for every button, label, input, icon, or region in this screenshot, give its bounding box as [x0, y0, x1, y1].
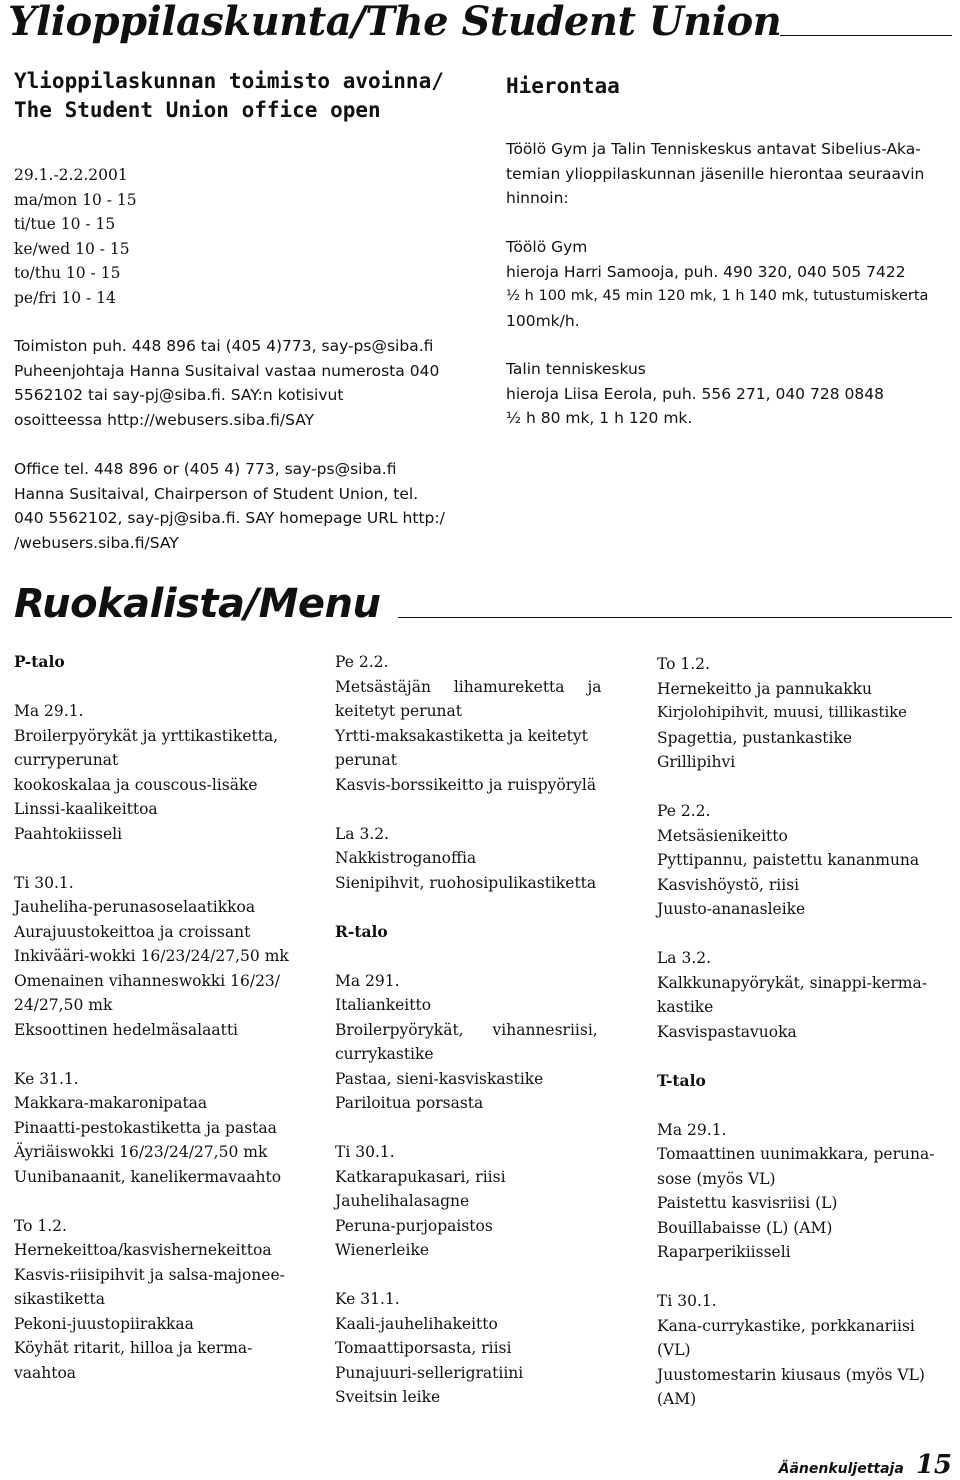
office-hours-line: to/thu 10 - 15 — [14, 264, 121, 282]
menu-day: Pe 2.2. — [657, 802, 711, 820]
menu-item: Aurajuustokeittoa ja croissant — [14, 922, 251, 941]
title-rule — [780, 35, 952, 36]
office-heading — [14, 67, 444, 125]
menu-item: Pariloitua porsasta — [335, 1094, 484, 1112]
menu-item: Paahtokiisseli — [14, 824, 123, 843]
office-fi-line: Toimiston puh. 448 896 tai (405 4)773, say-ps@siba.fi — [14, 337, 434, 355]
menu-item: (VL) — [657, 1341, 691, 1359]
massage-place-line: hieroja Harri Samooja, puh. 490 320, 040 505 7422 — [506, 262, 906, 281]
menu-section-title: P-talo — [14, 652, 65, 671]
menu-item: Katkarapukasari, riisi — [335, 1167, 506, 1186]
office-heading-line2: The Student Union office open — [14, 98, 381, 122]
menu-item: Omenainen vihanneswokki 16/23/ — [14, 971, 281, 990]
menu-item: Wienerleike — [335, 1241, 430, 1259]
menu-day: Ma 29.1. — [14, 702, 84, 720]
menu-title-rule — [398, 617, 952, 618]
menu-item: Kasvispastavuoka — [657, 1022, 797, 1041]
menu-item: Köyhät ritarit, hilloa ja kerma- — [14, 1339, 253, 1357]
office-en-line: Hanna Susitaival, Chairperson of Student Union, tel. — [14, 484, 419, 503]
menu-item: 24/27,50 mk — [14, 996, 113, 1014]
menu-item: currykastike — [335, 1045, 434, 1063]
menu-item: Grillipihvi — [657, 753, 736, 771]
menu-day: Ke 31.1. — [14, 1069, 79, 1088]
menu-item: Kasvis-borssikeitto ja ruispyörylä — [335, 775, 597, 794]
menu-day: La 3.2. — [335, 824, 390, 843]
massage-title: Hierontaa — [506, 74, 620, 98]
menu-item: Eksoottinen hedelmäsalaatti — [14, 1020, 239, 1039]
menu-item: sikastiketta — [14, 1290, 105, 1308]
office-hours-line: ke/wed 10 - 15 — [14, 239, 130, 258]
office-en-line: Office tel. 448 896 or (405 4) 773, say-ps@siba.fi — [14, 460, 397, 478]
menu-item: Makkara-makaronipataa — [14, 1094, 208, 1112]
menu-item: Peruna-purjopaistos — [335, 1216, 493, 1235]
menu-item: Tomaattiporsasta, riisi — [335, 1339, 512, 1357]
publication-name: Äänenkuljettaja — [778, 1461, 904, 1477]
menu-item: Äyriäiswokki 16/23/24/27,50 mk — [14, 1143, 268, 1161]
menu-day: Ma 29.1. — [657, 1120, 727, 1139]
menu-item: keitetyt perunat — [335, 702, 463, 720]
office-heading-line1: Ylioppilaskunnan toimisto avoinna/ — [14, 69, 444, 93]
massage-place-line: 100mk/h. — [506, 311, 580, 330]
menu-item: Tomaattinen uunimakkara, peruna- — [657, 1145, 935, 1163]
menu-item: Pastaa, sieni-kasviskastike — [335, 1069, 544, 1088]
office-dates: 29.1.-2.2.2001 — [14, 166, 128, 184]
office-fi-info — [14, 334, 439, 432]
massage-intro-line: Töölö Gym ja Talin Tenniskeskus antavat Sibelius-Aka- — [506, 140, 921, 158]
office-hours-line: pe/fri 10 - 14 — [14, 288, 116, 307]
menu-day: Ti 30.1. — [335, 1143, 395, 1161]
menu-item: Kaali-jauhelihakeitto — [335, 1314, 498, 1333]
menu-item: Metsäsienikeitto — [657, 826, 788, 845]
menu-item: Jauhelihalasagne — [335, 1192, 470, 1210]
office-hours — [14, 163, 137, 310]
menu-day: Ma 291. — [335, 971, 400, 990]
menu-day: To 1.2. — [14, 1216, 67, 1235]
menu-item: Broilerpyörykät, vihannesriisi, — [335, 1020, 598, 1039]
massage-place-name: Töölö Gym — [506, 238, 588, 256]
menu-day: Ti 30.1. — [14, 873, 74, 892]
menu-item: Jauheliha-perunasoselaatikkoa — [14, 898, 256, 916]
menu-item: Pekoni-juustopiirakkaa — [14, 1314, 194, 1333]
menu-day: Ti 30.1. — [657, 1292, 717, 1310]
menu-title: Ruokalista/Menu — [14, 581, 381, 627]
menu-item: Paistettu kasvisriisi (L) — [657, 1194, 838, 1212]
menu-item: curryperunat — [14, 751, 119, 769]
page-number: 15 — [915, 1450, 952, 1480]
menu-day: To 1.2. — [657, 655, 710, 673]
menu-item: Linssi-kaalikeittoa — [14, 800, 158, 818]
massage-place-line: ½ h 80 mk, 1 h 120 mk. — [506, 409, 693, 427]
office-fi-line: Puheenjohtaja Hanna Susitaival vastaa numerosta 040 — [14, 361, 440, 380]
office-fi-line: osoitteessa http://webusers.siba.fi/SAY — [14, 410, 315, 429]
menu-item: Italiankeitto — [335, 996, 432, 1014]
menu-item: Bouillabaisse (L) (AM) — [657, 1218, 833, 1237]
menu-column-3 — [657, 652, 957, 1412]
menu-item: Punajuuri-sellerigratiini — [335, 1363, 524, 1382]
menu-item: (AM) — [657, 1390, 697, 1408]
office-en-line: /webusers.siba.fi/SAY — [14, 533, 179, 552]
menu-item: Inkivääri-wokki 16/23/24/27,50 mk — [14, 947, 289, 965]
menu-item: Uunibanaanit, kanelikermavaahto — [14, 1167, 282, 1186]
menu-item: sose (myös VL) — [657, 1169, 776, 1188]
menu-day: Pe 2.2. — [335, 653, 389, 671]
menu-column-2 — [335, 650, 635, 1410]
massage-place-toolo — [506, 235, 928, 333]
office-en-line: 040 5562102, say-pj@siba.fi. SAY homepage URL http:/ — [14, 509, 445, 527]
office-fi-line: 5562102 tai say-pj@siba.fi. SAY:n kotisivut — [14, 386, 344, 404]
menu-item: Juusto-ananasleike — [657, 900, 806, 918]
massage-place-tali — [506, 357, 884, 431]
menu-item: Hernekeittoa/kasvishernekeittoa — [14, 1241, 272, 1259]
menu-item: perunat — [335, 751, 397, 769]
menu-item: Raparperikiisseli — [657, 1243, 791, 1261]
menu-column-p-talo — [14, 650, 314, 1385]
office-en-info — [14, 457, 445, 555]
menu-item: Hernekeitto ja pannukakku — [657, 679, 872, 698]
menu-item: Pyttipannu, paistettu kananmuna — [657, 851, 920, 869]
menu-day: La 3.2. — [657, 949, 712, 967]
menu-item: Sveitsin leike — [335, 1388, 441, 1406]
menu-item: Kasvis-riisipihvit ja salsa-majonee- — [14, 1265, 285, 1284]
menu-item: Nakkistroganoffia — [335, 849, 477, 867]
menu-item: Juustomestarin kiusaus (myös VL) — [657, 1365, 925, 1384]
page-title: Ylioppilaskunta/The Student Union — [8, 0, 782, 45]
massage-place-name: Talin tenniskeskus — [506, 360, 646, 378]
menu-item: kastike — [657, 998, 714, 1016]
menu-item: Kirjolohipihvit, muusi, tillikastike — [657, 704, 907, 721]
menu-item: Sienipihvit, ruohosipulikastiketta — [335, 873, 597, 892]
menu-item: Pinaatti-pestokastiketta ja pastaa — [14, 1118, 277, 1137]
office-hours-line: ma/mon 10 - 15 — [14, 190, 137, 209]
massage-intro-line: hinnoin: — [506, 189, 569, 207]
massage-intro — [506, 137, 924, 211]
menu-item: Broilerpyörykät ja yrttikastiketta, — [14, 726, 279, 745]
massage-place-line: hieroja Liisa Eerola, puh. 556 271, 040 728 0848 — [506, 384, 884, 403]
page-footer — [779, 1450, 952, 1480]
menu-item: Kasvishöystö, riisi — [657, 875, 800, 894]
menu-day: Ke 31.1. — [335, 1290, 400, 1308]
menu-item: Kana-currykastike, porkkanariisi — [657, 1316, 915, 1335]
menu-item: Metsästäjän lihamureketta ja — [335, 677, 602, 696]
menu-item: kookoskalaa ja couscous-lisäke — [14, 775, 258, 794]
massage-place-line: ½ h 100 mk, 45 min 120 mk, 1 h 140 mk, tutustumiskerta — [506, 288, 929, 304]
menu-item: Yrtti-maksakastiketta ja keitetyt — [335, 726, 588, 745]
menu-section-title: T-talo — [657, 1070, 706, 1090]
menu-item: vaahtoa — [14, 1363, 77, 1382]
office-hours-line: ti/tue 10 - 15 — [14, 215, 116, 233]
massage-intro-line: temian ylioppilaskunnan jäsenille hierontaa seuraavin — [506, 164, 925, 183]
menu-item: Spagettia, pustankastike — [657, 728, 853, 747]
menu-item: Kalkkunapyörykät, sinappi-kerma- — [657, 973, 927, 992]
menu-section-title: R-talo — [335, 921, 388, 941]
